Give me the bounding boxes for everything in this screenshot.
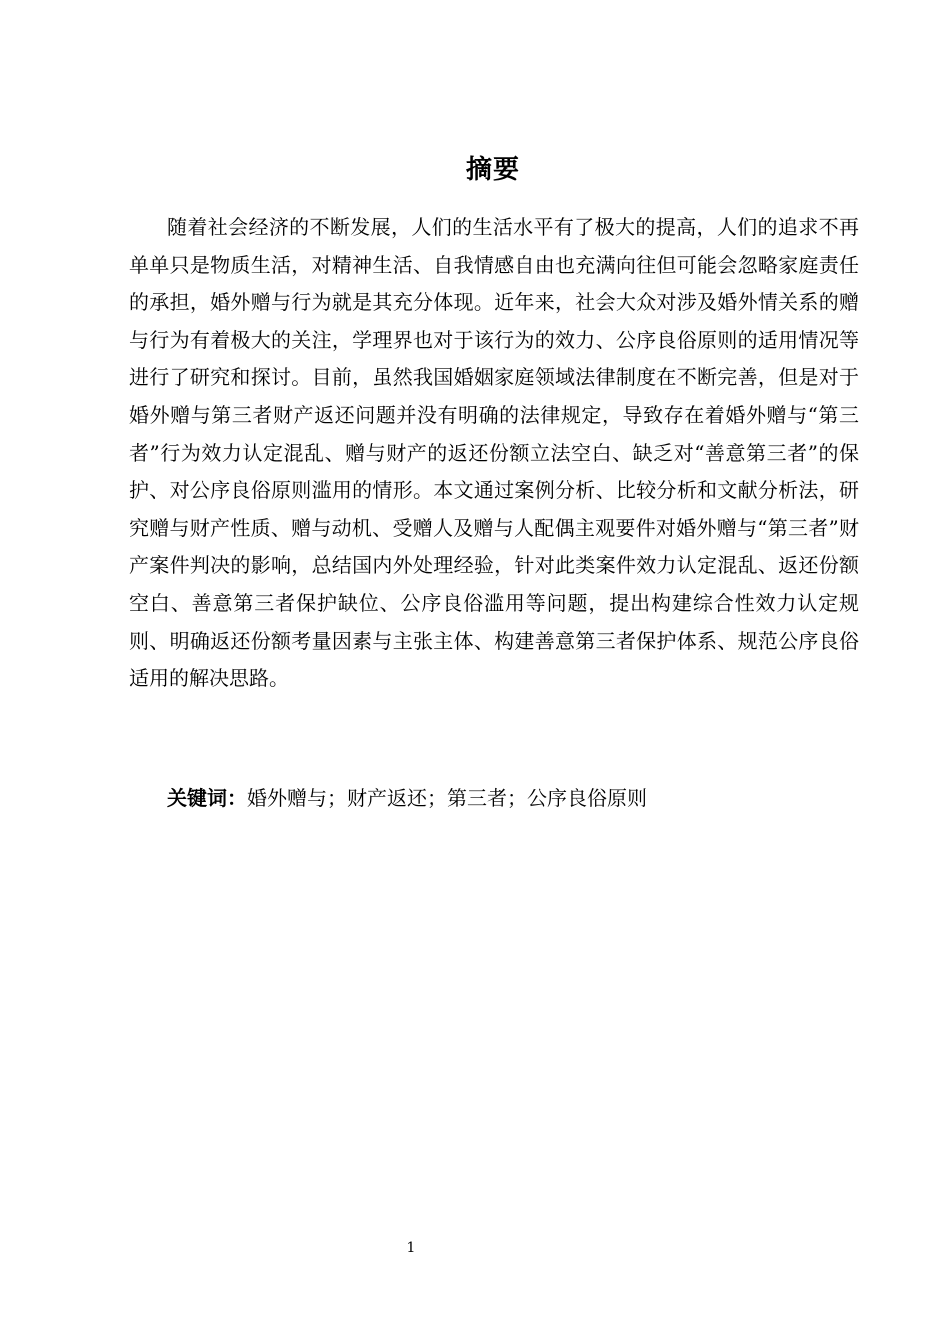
page-title: 摘要	[465, 155, 520, 185]
keywords-text: 婚外赠与；财产返还；第三者；公序良俗原则	[247, 786, 647, 810]
page-number: 1	[406, 1240, 416, 1256]
keywords-line	[167, 780, 857, 817]
abstract-paragraph: 随着社会经济的不断发展，人们的生活水平有了极大的提高，人们的追求不再单单只是物质生活，对精神生活、自我情感自由也充满向往但可能会忽略家庭责任的承担，婚外赠与行为就是其充分体现。近年来，社会大众对涉及婚外情关系的赠与行为有着极大的关注，学理界也对于该行为的效力、公序良俗原则的适用情况等进行了研究和探讨。目前，虽然我国婚姻家庭领域法律制度在不断完善，但是对于婚外赠与第三者财产返还问题并没有明确的法律规定，导致存在着婚外赠与“第三者”行为效力认定混乱、赠与财产的返还份额立法空白、缺乏对“善意第三者”的保护、对公序良俗原则滥用的情形。本文通过案例分析、比较分析和文献分析法，研究赠与财产性质、赠与动机、受赠人及赠与人配偶主观要件对婚外赠与“第三者”财产案件判决的影响，总结国内外处理经验，针对此类案件效力认定混乱、返还份额空白、善意第三者保护缺位、公序良俗滥用等问题，提出构建综合性效力认定规则、明确返还份额考量因素与主张主体、构建善意第三者保护体系、规范公序良俗适用的解决思路。	[129, 215, 859, 691]
keywords-label: 关键词：	[167, 786, 247, 810]
